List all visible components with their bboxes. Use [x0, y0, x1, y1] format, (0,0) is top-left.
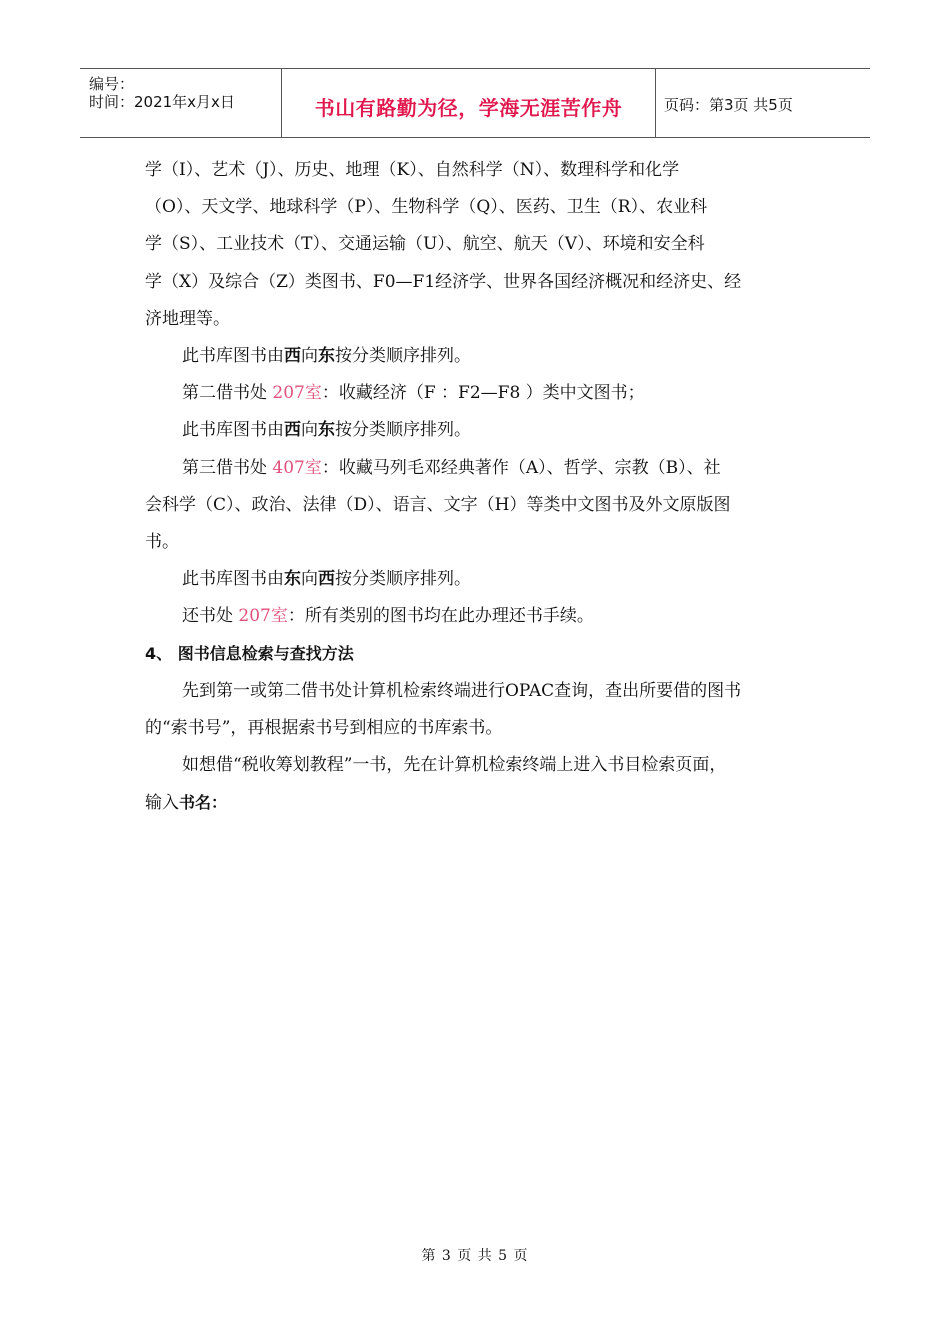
- room-number: 207室: [272, 383, 322, 404]
- shelf-order-note: 此书库图书由西向东按分类顺序排列。: [182, 420, 471, 441]
- body-line: 的“索书号”，再根据索书号到相应的书库索书。: [145, 717, 503, 738]
- header-motto-cell: [281, 69, 656, 137]
- body-line: 输入书名：: [145, 793, 228, 814]
- return-desk-info: 还书处 207室：所有类别的图书均在此办理还书手续。: [182, 606, 594, 627]
- document-header: [80, 68, 870, 138]
- body-line: 学（S）、工业技术（T）、交通运输（U）、航空、航天（V）、环境和安全科: [145, 234, 705, 255]
- body-line: 书。: [145, 531, 179, 552]
- document-body: [145, 152, 810, 821]
- header-meta-cell: [80, 69, 280, 137]
- shelf-order-note: 此书库图书由东向西按分类顺序排列。: [182, 569, 471, 590]
- header-motto: 书山有路勤为径，学海无涯苦作舟: [314, 96, 623, 120]
- body-line: 济地理等。: [145, 308, 230, 329]
- body-line: 学（I）、艺术（J）、历史、地理（K）、自然科学（N）、数理科学和化学: [145, 160, 680, 180]
- desk-3-info: 第三借书处 407室：收藏马列毛邓经典著作（A）、哲学、宗教（B）、社: [182, 457, 721, 478]
- body-line: （O）、天文学、地球科学（P）、生物科学（Q）、医药、卫生（R）、农业科: [145, 197, 708, 218]
- room-number: 407室: [272, 457, 322, 478]
- time-label: 时间：2021年x月x日: [89, 93, 235, 111]
- body-line: 如想借“税收筹划教程”一书，先在计算机检索终端上进入书目检索页面，: [182, 755, 727, 775]
- section-heading: 4、 图书信息检索与查找方法: [145, 644, 354, 664]
- page-footer: 第 3 页 共 5 页: [421, 1248, 529, 1264]
- header-page-info: 页码：第3页 共5页: [664, 96, 793, 114]
- shelf-order-note: 此书库图书由西向东按分类顺序排列。: [182, 345, 471, 366]
- desk-2-info: 第二借书处 207室：收藏经济（F ：F2—F8 ）类中文图书；: [182, 383, 645, 404]
- room-number: 207室: [238, 606, 288, 627]
- body-line: 先到第一或第二借书处计算机检索终端进行OPAC查询，查出所要借的图书: [182, 680, 742, 701]
- body-line: 会科学（C）、政治、法律（D）、语言、文字（H）等类中文图书及外文原版图: [145, 494, 731, 515]
- number-label: 编号：: [89, 75, 135, 93]
- header-page-cell: [655, 69, 870, 137]
- body-line: 学（X）及综合（Z）类图书、F0—F1经济学、世界各国经济概况和经济史、经: [145, 271, 742, 292]
